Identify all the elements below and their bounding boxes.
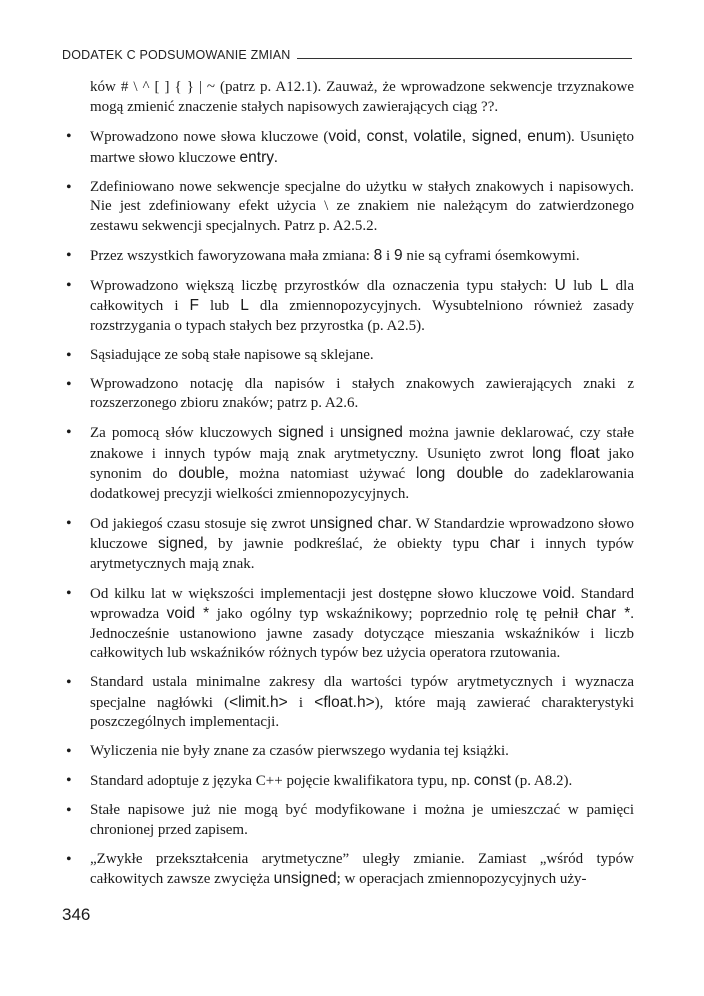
list-item <box>62 375 634 414</box>
list-item <box>62 346 634 366</box>
code-keyword: long double <box>416 465 504 482</box>
text-segment: ), które mają zawierać charakterystyki poszczególnych implementacji. <box>90 694 634 730</box>
text-segment: , można natomiast używać <box>224 466 416 482</box>
header-title: DODATEK C PODSUMOWANIE ZMIAN <box>62 48 291 62</box>
list-item <box>62 742 634 762</box>
code-keyword: long float <box>532 444 600 462</box>
code-keyword: 9 <box>393 246 403 264</box>
code-keyword: void * <box>166 605 210 622</box>
text-segment: ). Usunięto martwe słowo kluczowe <box>90 129 634 166</box>
code-keyword: unsigned <box>339 424 403 441</box>
code-keyword: U <box>554 276 566 294</box>
text-segment: , by jawnie podkreślać, że obiekty typu <box>203 536 490 552</box>
text-segment: i innych typów arytmetycznych mają znak. <box>90 536 634 572</box>
list-item <box>62 178 634 237</box>
text-segment: (p. A8.2). <box>510 773 573 789</box>
code-keyword: unsigned <box>273 870 337 887</box>
text-segment: można jawnie deklarować, czy stałe znakowe i innych typów mają znak arytmetyczny. Usunięto zwrot <box>90 425 634 462</box>
code-keyword: void <box>542 584 572 602</box>
code-keyword: char * <box>585 605 631 622</box>
list-item <box>62 246 634 267</box>
text-segment: Za pomocą słów kluczowych <box>90 425 279 441</box>
code-keyword: void, const, volatile, signed, enum <box>328 128 567 145</box>
list-item <box>62 771 634 792</box>
text-segment: Standard adoptuje z języka C++ pojęcie kwalifikatora typu, np. <box>90 773 474 789</box>
list-item <box>62 127 634 168</box>
text-segment: Od jakiegoś czasu stosuje się zwrot <box>90 515 310 532</box>
list-item <box>62 276 634 337</box>
text-segment: . Standard wprowadza <box>90 585 634 622</box>
text-segment: Wprowadzono większą liczbę przyrostków dla oznaczenia typu stałych: <box>90 277 555 294</box>
text-segment: Przez wszystkich faworyzowana mała zmiana: <box>90 247 374 264</box>
list-item <box>62 514 634 575</box>
code-keyword: char <box>489 535 520 552</box>
text-segment: jako synonim do <box>90 445 634 482</box>
text-segment: Wprowadzono notację dla napisów i stałych znakowych zawierających znaki z rozszerzonego zbioru znaków; patrz p. A2.6. <box>90 375 634 411</box>
text-segment: ; w operacjach zmiennopozycyjnych uży- <box>336 871 587 887</box>
code-keyword: signed <box>278 424 324 441</box>
list-item <box>62 850 634 890</box>
code-keyword: double <box>178 465 225 482</box>
text-segment: Stałe napisowe już nie mogą być modyfikowane i można je umieszczać w pamięci chronionej przed zapisem. <box>90 802 634 838</box>
list-item <box>62 584 634 664</box>
page-number: 346 <box>62 905 91 924</box>
text-segment: dla całkowitych i <box>90 277 635 314</box>
continuation-paragraph: ków # \ ^ [ ] { } | ~ (patrz p. A12.1). Zauważ, że wprowadzone sekwencje trzyznakowe mogą zmienić znaczenie stałych napisowych zawierających ciąg ??. <box>90 79 634 115</box>
text-segment: lub <box>565 277 600 294</box>
code-keyword: L <box>599 276 609 294</box>
code-keyword: signed <box>158 535 204 552</box>
running-header <box>62 42 632 62</box>
code-keyword: 8 <box>373 246 383 264</box>
text-segment: . W Standardzie wprowadzono słowo kluczowe <box>90 515 634 552</box>
list-item <box>62 801 634 840</box>
code-keyword: L <box>240 297 249 314</box>
list-item <box>62 423 634 504</box>
code-keyword: entry <box>239 148 275 166</box>
text-segment: i <box>287 694 315 711</box>
text-segment: Wyliczenia nie były znane za czasów pierwszego wydania tej książki. <box>90 743 509 759</box>
text-segment: Sąsiadujące ze sobą stałe napisowe są sklejane. <box>90 346 374 363</box>
code-keyword: const <box>473 772 511 789</box>
text-segment: i <box>382 247 394 264</box>
code-keyword: F <box>189 297 200 314</box>
text-segment: dla zmiennopozycyjnych. Wysubtelniono również zasady rozstrzygania o typach stałych bez przyrostka (p. A2.5). <box>90 298 634 334</box>
text-segment: . Jednocześnie ustanowiono jawne zasady dotyczące mieszania wskaźników i liczb całkowitych lub wskaźników różnych typów bez użycia operatora rzutowania. <box>90 606 634 661</box>
text-segment: . <box>274 149 278 166</box>
text-segment: Zdefiniowano nowe sekwencje specjalne do użytku w stałych znakowych i napisowych. Nie jest zdefiniowany efekt użycia \ ze znakiem nie należącym do zatwierdzonego zestawu sekwencji specjalnych. Patrz p. A2.5.2. <box>90 178 634 234</box>
text-segment: do zadeklarowania dodatkowej precyzji wielkości zmiennopozycyjnych. <box>90 466 634 502</box>
header-rule <box>297 58 632 59</box>
text-segment: lub <box>199 298 241 314</box>
list-item <box>62 673 634 733</box>
code-keyword: <float.h> <box>314 693 375 711</box>
changes-list <box>62 127 634 890</box>
code-keyword: unsigned char <box>309 514 408 532</box>
text-segment: Wprowadzono nowe słowa kluczowe ( <box>90 129 329 145</box>
text-segment: Standard ustala minimalne zakresy dla wartości typów arytmetycznych i wyznacza specjalne nagłówki ( <box>90 674 634 711</box>
code-keyword: <limit.h> <box>229 693 288 711</box>
text-segment: „Zwykłe przekształcenia arytmetyczne” uległy zmianie. Zamiast „wśród typów całkowitych zawsze zwycięża <box>90 850 634 887</box>
text-segment: nie są cyframi ósemkowymi. <box>402 247 580 264</box>
text-segment: Od kilku lat w większości implementacji jest dostępne słowo kluczowe <box>90 585 543 602</box>
text-segment: i <box>323 425 340 441</box>
body-text <box>62 78 634 899</box>
text-segment: jako ogólny typ wskaźnikowy; poprzednio rolę tę pełnił <box>209 606 586 622</box>
